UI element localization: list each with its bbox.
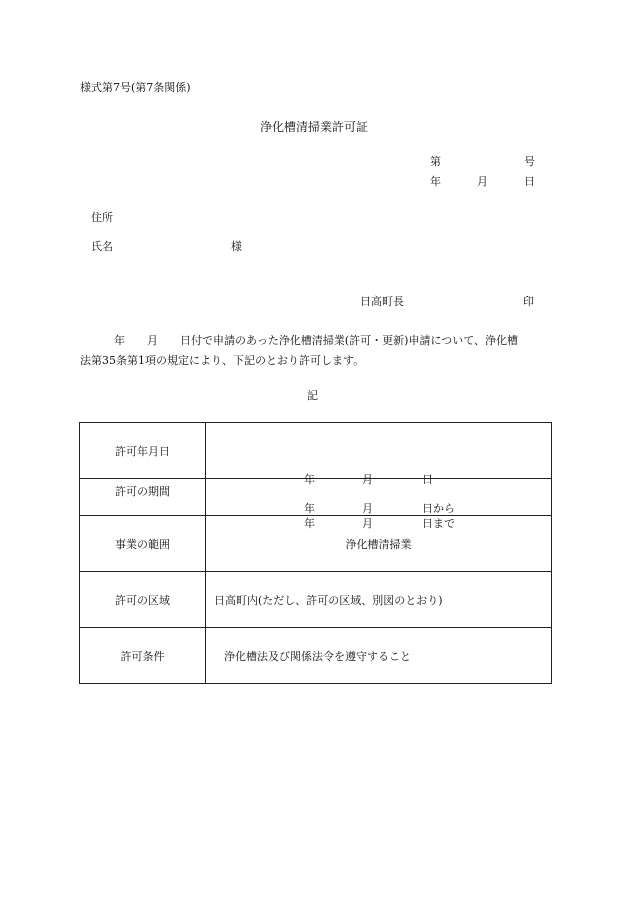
seal-mark: 印 <box>523 295 534 308</box>
body-month: 月 <box>147 334 158 347</box>
permit-period-label: 許可の期間 <box>80 479 206 516</box>
permit-date-year: 年 <box>304 472 315 486</box>
document-title: 浄化槽清掃業許可証 <box>260 120 369 134</box>
issue-date-month: 月 <box>477 175 488 188</box>
permit-period-value <box>206 479 552 530</box>
name-label: 氏名 <box>91 240 113 253</box>
number-suffix: 号 <box>524 155 535 168</box>
permit-date-day: 日 <box>422 472 433 486</box>
permit-table <box>79 422 552 684</box>
area-value: 日高町内(ただし、許可の区域、別図のとおり) <box>206 572 552 628</box>
table-row <box>80 479 552 516</box>
scope-value: 浄化槽清掃業 <box>206 516 552 572</box>
table-row <box>80 423 552 479</box>
table-row <box>80 516 552 572</box>
issuer-title: 日高町長 <box>360 295 404 308</box>
table-row <box>80 572 552 628</box>
period-start-month: 月 <box>362 502 373 515</box>
conditions-label: 許可条件 <box>80 628 206 684</box>
honorific: 様 <box>231 240 242 253</box>
period-end-year: 年 <box>304 517 315 530</box>
issue-date-year: 年 <box>430 175 441 188</box>
area-label: 許可の区域 <box>80 572 206 628</box>
permit-date-month: 月 <box>362 472 373 486</box>
period-end-day: 日まで <box>422 517 455 530</box>
body-line1: 日付で申請のあった浄化槽清掃業(許可・更新)申請について、浄化槽 <box>180 334 519 347</box>
period-end-month: 月 <box>362 517 373 530</box>
conditions-value: 浄化槽法及び関係法令を遵守すること <box>206 628 552 684</box>
ki-heading: 記 <box>307 389 318 402</box>
form-number: 様式第7号(第7条関係) <box>80 81 191 94</box>
permit-date-value <box>206 423 552 486</box>
body-line2: 法第35条第1項の規定により、下記のとおり許可します。 <box>80 354 365 367</box>
address-label: 住所 <box>91 211 113 224</box>
period-start-day: 日から <box>422 502 455 515</box>
table-row <box>80 628 552 684</box>
body-paragraph <box>80 331 548 371</box>
period-start-year: 年 <box>304 502 315 515</box>
issue-date-day: 日 <box>524 175 535 188</box>
scope-label: 事業の範囲 <box>80 516 206 572</box>
body-year: 年 <box>114 334 125 347</box>
number-prefix: 第 <box>430 155 441 168</box>
permit-date-label: 許可年月日 <box>80 423 206 479</box>
